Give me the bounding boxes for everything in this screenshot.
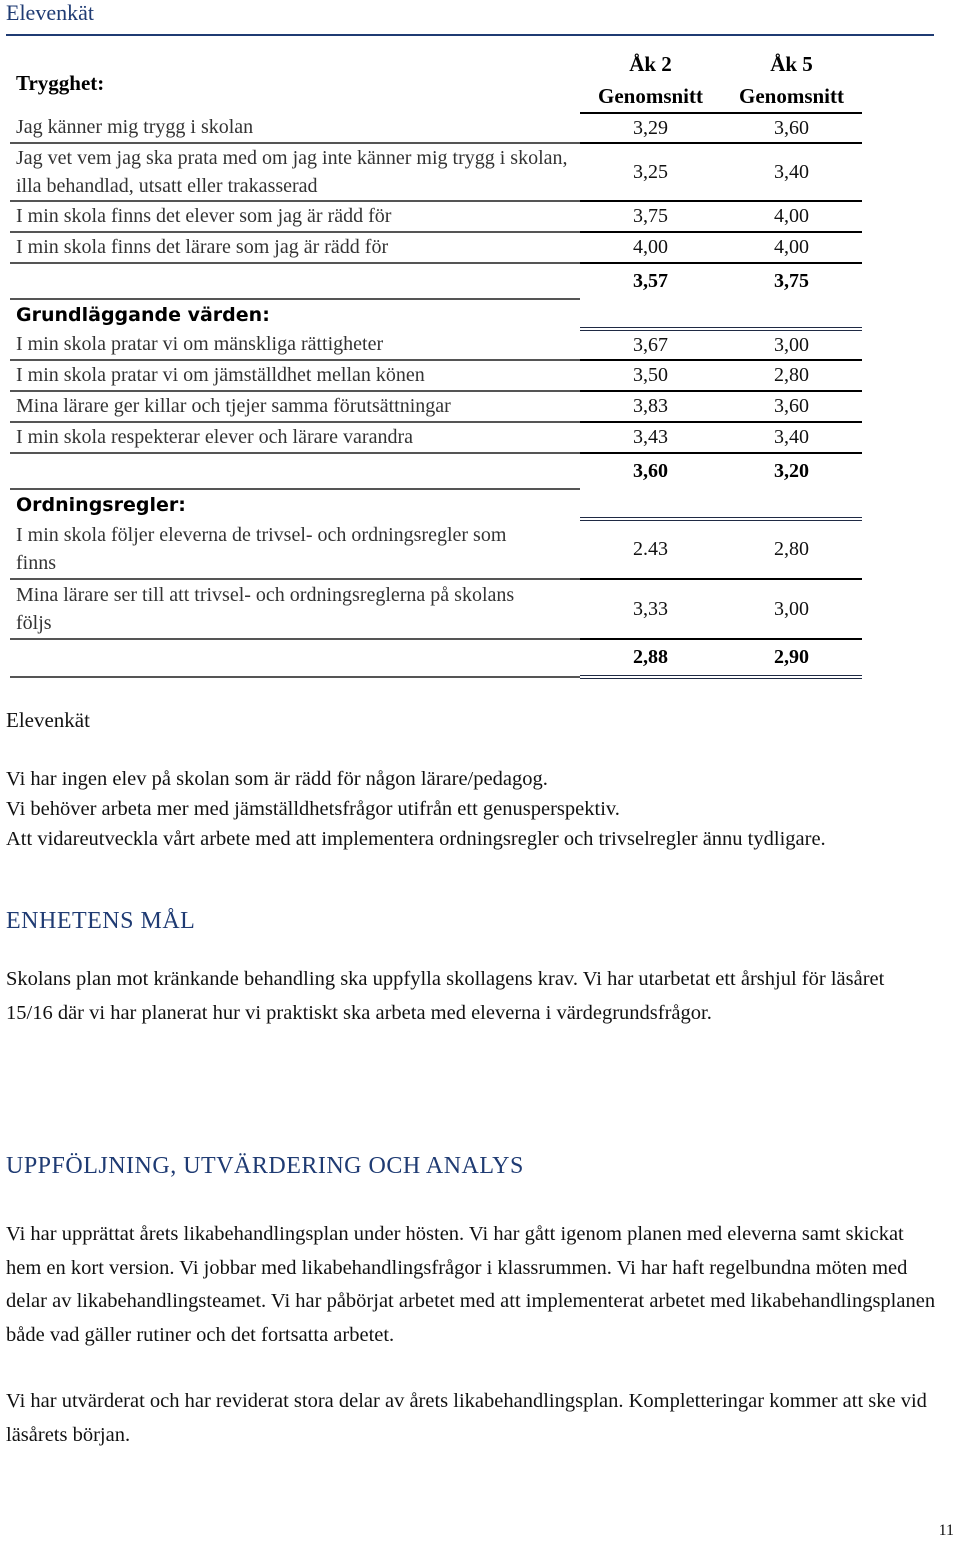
value-ak5: 3,00 — [721, 579, 862, 639]
table-row — [10, 391, 862, 422]
row-label: Mina lärare ger killar och tjejer samma förutsättningar — [10, 391, 580, 422]
header-rule — [6, 34, 934, 36]
enhetens-mal-text: Skolans plan mot kränkande behandling ska uppfylla skollagens krav. Vi har utarbetat ett årshjul för läsåret 15/16 där vi har planerat hur vi praktiskt ska arbeta med eleverna i värdegrundsfrågor. — [6, 968, 885, 1024]
column-header-ak2: Åk 2 Genomsnitt — [580, 48, 721, 113]
enhetens-mal-heading: ENHETENS MÅL — [6, 908, 196, 934]
value-ak5: 3,40 — [721, 422, 862, 453]
summary-row — [10, 263, 862, 299]
value-ak5: 4,00 — [721, 201, 862, 232]
survey-table — [10, 48, 862, 679]
row-label: I min skola pratar vi om mänskliga rättigheter — [10, 329, 580, 360]
uppfoljning-text-1: Vi har upprättat årets likabehandlingsplan under hösten. Vi har gått igenom planen med eleverna samt skickat hem en kort version. Vi jobbar med likabehandlingsfrågor i klassrummen. Vi har haft regelbundna möten med delar av likabehandlingsteamet. Vi har påbörjat arbetet med att implementerat arbetet med likabehandlingsplanen både vad gäller rutiner och det fortsatta arbetet. — [6, 1223, 936, 1346]
value-ak2: 3,29 — [580, 113, 721, 143]
row-label: Mina lärare ser till att trivsel- och ordningsreglerna på skolans följs — [10, 579, 580, 639]
value-ak2: 3,43 — [580, 422, 721, 453]
section-title-ordningsregler: Ordningsregler: — [16, 493, 186, 516]
value-ak2: 4,00 — [580, 232, 721, 263]
row-label: Jag vet vem jag ska prata med om jag inte känner mig trygg i skolan, illa behandlad, utsatt eller trakasserad — [10, 143, 580, 201]
summary-row — [10, 453, 862, 489]
summary-ak5: 2,90 — [721, 639, 862, 677]
value-ak5: 2,80 — [721, 360, 862, 391]
row-label: I min skola respekterar elever och lärare varandra — [10, 422, 580, 453]
value-ak2: 3,25 — [580, 143, 721, 201]
row-label: I min skola finns det lärare som jag är rädd för — [10, 232, 580, 263]
value-ak2: 2.43 — [580, 519, 721, 579]
table-row — [10, 519, 862, 579]
value-ak2: 3,83 — [580, 391, 721, 422]
row-label: I min skola följer eleverna de trivsel- och ordningsregler som finns — [10, 519, 580, 579]
elevenkat-subheading: Elevenkät — [6, 708, 90, 732]
value-ak5: 3,60 — [721, 391, 862, 422]
value-ak5: 3,60 — [721, 113, 862, 143]
value-ak2: 3,50 — [580, 360, 721, 391]
summary-ak2: 3,60 — [633, 460, 668, 482]
table-row — [10, 579, 862, 639]
finding-line: Vi har ingen elev på skolan som är rädd för någon lärare/pedagog. — [6, 768, 548, 790]
table-row — [10, 143, 862, 201]
value-ak2: 3,75 — [580, 201, 721, 232]
column-header-ak5: Åk 5 Genomsnitt — [721, 48, 862, 113]
uppfoljning-heading: UPPFÖLJNING, UTVÄRDERING OCH ANALYS — [6, 1153, 524, 1179]
value-ak5: 2,80 — [721, 519, 862, 579]
value-ak5: 3,40 — [721, 143, 862, 201]
row-label: Jag känner mig trygg i skolan — [10, 113, 580, 143]
summary-ak5: 3,75 — [774, 270, 809, 292]
value-ak2: 3,67 — [580, 329, 721, 360]
table-row — [10, 201, 862, 232]
uppfoljning-text-2: Vi har utvärderat och har reviderat stora delar av årets likabehandlingsplan. Kompletteringar kommer att ske vid läsårets början. — [6, 1390, 927, 1446]
table-row — [10, 360, 862, 391]
finding-line: Att vidareutveckla vårt arbete med att implementera ordningsregler och trivselregler ännu tydligare. — [6, 828, 826, 850]
section-title-grundlaggande: Grundläggande värden: — [16, 303, 270, 326]
section-title-trygghet: Trygghet: — [16, 71, 105, 95]
row-label: I min skola pratar vi om jämställdhet mellan könen — [10, 360, 580, 391]
value-ak5: 3,00 — [721, 329, 862, 360]
page-header-title: Elevenkät — [6, 0, 94, 25]
finding-line: Vi behöver arbeta mer med jämställdhetsfrågor utifrån ett genusperspektiv. — [6, 798, 620, 820]
value-ak2: 3,33 — [580, 579, 721, 639]
page-number: 11 — [938, 1522, 954, 1539]
table-row — [10, 329, 862, 360]
summary-ak2: 2,88 — [580, 639, 721, 677]
summary-ak5: 3,20 — [774, 460, 809, 482]
summary-row — [10, 639, 862, 677]
row-label: I min skola finns det elever som jag är rädd för — [10, 201, 580, 232]
table-row — [10, 422, 862, 453]
summary-ak2: 3,57 — [633, 270, 668, 292]
table-row — [10, 113, 862, 143]
table-row — [10, 232, 862, 263]
elevenkat-findings — [6, 764, 936, 854]
value-ak5: 4,00 — [721, 232, 862, 263]
